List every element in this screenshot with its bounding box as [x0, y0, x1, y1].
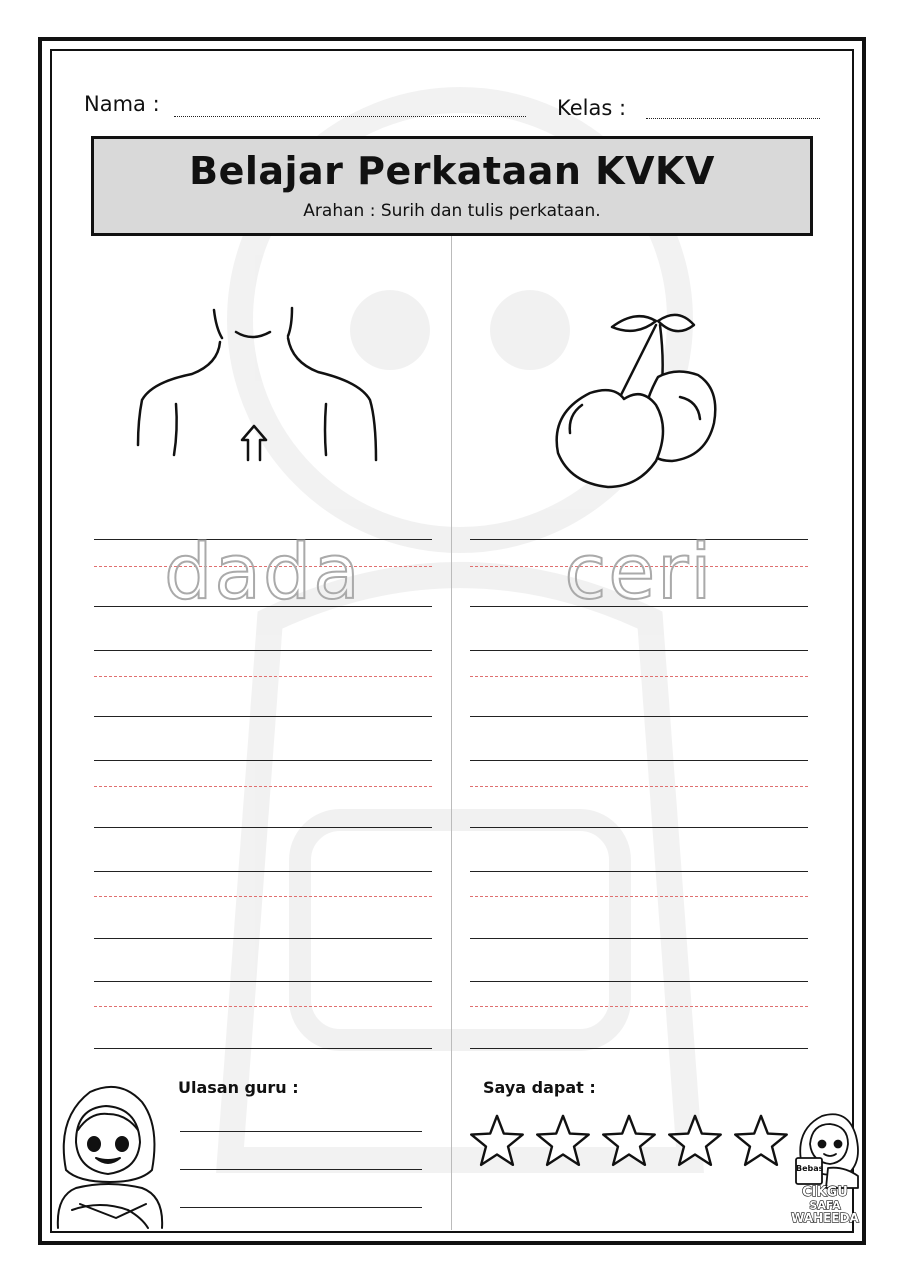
girl-reading-illustration	[50, 1078, 170, 1230]
review-line-2[interactable]	[180, 1169, 422, 1170]
star-3[interactable]	[600, 1112, 658, 1170]
chest-illustration	[130, 300, 390, 470]
class-label: Kelas :	[557, 96, 627, 120]
star-4[interactable]	[666, 1112, 724, 1170]
column-divider	[451, 236, 452, 1230]
logo-line-3: WAHEEDA	[791, 1211, 859, 1225]
mascot-badge-text: Bebas	[796, 1164, 824, 1173]
class-field[interactable]	[646, 118, 820, 119]
cherries-illustration	[552, 305, 722, 490]
title-box	[91, 136, 813, 236]
logo-text	[786, 1186, 864, 1225]
rating-label: Saya dapat :	[483, 1078, 596, 1097]
review-line-1[interactable]	[180, 1131, 422, 1132]
review-line-3[interactable]	[180, 1207, 422, 1208]
star-1[interactable]	[468, 1112, 526, 1170]
trace-word-dada: dada	[164, 527, 362, 616]
logo-line-1: CIKGU	[802, 1185, 848, 1200]
mascot-illustration	[792, 1110, 862, 1188]
name-field[interactable]	[174, 116, 526, 117]
worksheet-title: Belajar Perkataan KVKV	[189, 149, 715, 193]
star-5[interactable]	[732, 1112, 790, 1170]
name-label: Nama :	[84, 92, 160, 116]
instruction-text: Arahan : Surih dan tulis perkataan.	[303, 201, 601, 221]
trace-word-ceri: ceri	[564, 527, 714, 616]
star-2[interactable]	[534, 1112, 592, 1170]
logo-line-2: SAFA	[809, 1199, 841, 1212]
review-label: Ulasan guru :	[178, 1078, 299, 1097]
